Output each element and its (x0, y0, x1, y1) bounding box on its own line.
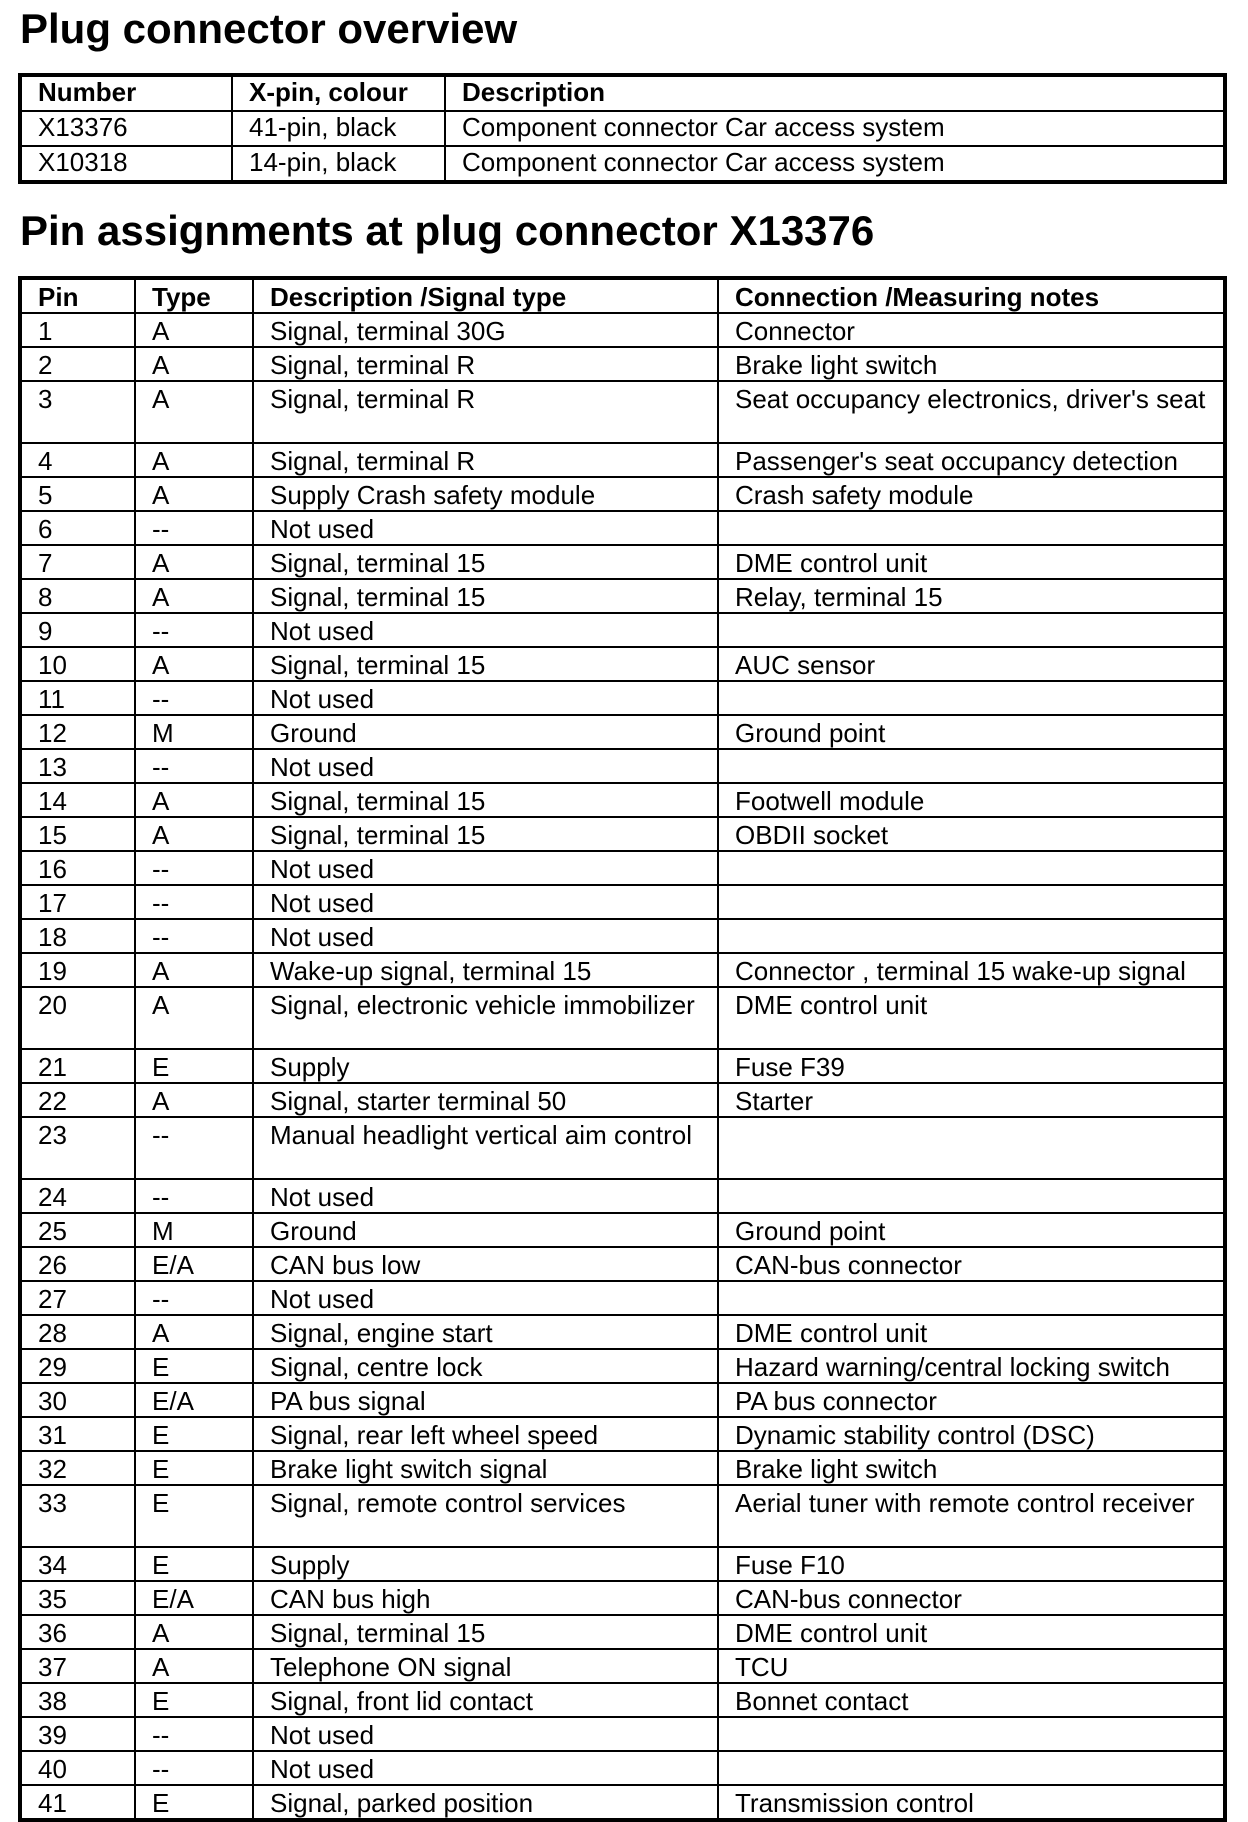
cell-pin: 27 (20, 1281, 135, 1315)
table-row (20, 545, 1225, 579)
cell-type: -- (135, 613, 253, 647)
cell-connection-notes (718, 613, 1225, 647)
cell-description: Component connector Car access system (445, 111, 1225, 146)
cell-pin: 20 (20, 987, 135, 1049)
table-row (20, 1451, 1225, 1485)
cell-signal-type: Not used (253, 1179, 718, 1213)
cell-pin: 29 (20, 1349, 135, 1383)
pins-title: Pin assignments at plug connector X13376 (20, 207, 875, 254)
cell-number: X13376 (20, 111, 232, 146)
cell-pin: 4 (20, 443, 135, 477)
cell-signal-type: Not used (253, 919, 718, 953)
cell-signal-type: Not used (253, 511, 718, 545)
cell-connection-notes: PA bus connector (718, 1383, 1225, 1417)
cell-type: E (135, 1485, 253, 1547)
cell-signal-type: Signal, parked position (253, 1785, 718, 1820)
cell-type: A (135, 987, 253, 1049)
cell-signal-type: Signal, front lid contact (253, 1683, 718, 1717)
cell-connection-notes (718, 919, 1225, 953)
cell-pin: 30 (20, 1383, 135, 1417)
cell-signal-type: Wake-up signal, terminal 15 (253, 953, 718, 987)
cell-signal-type: Not used (253, 613, 718, 647)
cell-pin: 12 (20, 715, 135, 749)
cell-type: E (135, 1049, 253, 1083)
cell-connection-notes: DME control unit (718, 545, 1225, 579)
cell-connection-notes: Footwell module (718, 783, 1225, 817)
table-row (20, 953, 1225, 987)
cell-signal-type: Signal, remote control services (253, 1485, 718, 1547)
cell-connection-notes: Starter (718, 1083, 1225, 1117)
table-row (20, 1417, 1225, 1451)
cell-type: E (135, 1451, 253, 1485)
cell-connection-notes: Crash safety module (718, 477, 1225, 511)
cell-connection-notes (718, 681, 1225, 715)
cell-type: -- (135, 681, 253, 715)
cell-type: E (135, 1785, 253, 1820)
cell-signal-type: Signal, starter terminal 50 (253, 1083, 718, 1117)
cell-connection-notes (718, 749, 1225, 783)
cell-pin: 38 (20, 1683, 135, 1717)
cell-type: -- (135, 1117, 253, 1179)
cell-signal-type: Signal, terminal 15 (253, 817, 718, 851)
cell-signal-type: Signal, terminal 15 (253, 647, 718, 681)
pin-assignment-table (18, 276, 1227, 1822)
cell-type: E (135, 1683, 253, 1717)
table-row (20, 1179, 1225, 1213)
cell-signal-type: CAN bus low (253, 1247, 718, 1281)
cell-pin: 24 (20, 1179, 135, 1213)
cell-pin: 33 (20, 1485, 135, 1547)
table-row (20, 313, 1225, 347)
cell-xpin-colour: 41-pin, black (232, 111, 445, 146)
cell-connection-notes: AUC sensor (718, 647, 1225, 681)
header-pin: Pin (20, 278, 135, 313)
cell-connection-notes: OBDII socket (718, 817, 1225, 851)
table-row (20, 783, 1225, 817)
cell-pin: 22 (20, 1083, 135, 1117)
cell-type: A (135, 1083, 253, 1117)
cell-signal-type: Signal, terminal R (253, 443, 718, 477)
table-row (20, 851, 1225, 885)
cell-pin: 8 (20, 579, 135, 613)
header-number: Number (20, 75, 232, 111)
table-row (20, 1547, 1225, 1581)
cell-connection-notes: Bonnet contact (718, 1683, 1225, 1717)
cell-type: A (135, 647, 253, 681)
cell-signal-type: Signal, engine start (253, 1315, 718, 1349)
cell-pin: 6 (20, 511, 135, 545)
table-row (20, 715, 1225, 749)
cell-connection-notes: DME control unit (718, 987, 1225, 1049)
cell-signal-type: Supply (253, 1049, 718, 1083)
cell-type: A (135, 443, 253, 477)
header-signal-type: Description /Signal type (253, 278, 718, 313)
cell-pin: 2 (20, 347, 135, 381)
table-row (20, 1649, 1225, 1683)
cell-connection-notes: DME control unit (718, 1615, 1225, 1649)
table-row (20, 1717, 1225, 1751)
cell-signal-type: Manual headlight vertical aim control (253, 1117, 718, 1179)
cell-connection-notes (718, 885, 1225, 919)
table-row (20, 1683, 1225, 1717)
cell-type: M (135, 715, 253, 749)
table-row (20, 381, 1225, 443)
cell-connection-notes (718, 851, 1225, 885)
table-row (20, 477, 1225, 511)
cell-signal-type: Signal, terminal 15 (253, 783, 718, 817)
table-row (20, 1349, 1225, 1383)
cell-connection-notes: Seat occupancy electronics, driver's seat (718, 381, 1225, 443)
cell-connection-notes: DME control unit (718, 1315, 1225, 1349)
cell-connection-notes (718, 1117, 1225, 1179)
cell-type: -- (135, 885, 253, 919)
cell-connection-notes (718, 1717, 1225, 1751)
cell-type: -- (135, 1751, 253, 1785)
cell-signal-type: Signal, terminal 15 (253, 579, 718, 613)
table-row (20, 749, 1225, 783)
cell-signal-type: Telephone ON signal (253, 1649, 718, 1683)
cell-connection-notes: Brake light switch (718, 347, 1225, 381)
overview-title: Plug connector overview (20, 5, 518, 52)
cell-pin: 11 (20, 681, 135, 715)
cell-pin: 41 (20, 1785, 135, 1820)
cell-pin: 15 (20, 817, 135, 851)
cell-pin: 32 (20, 1451, 135, 1485)
table-row (20, 1751, 1225, 1785)
cell-connection-notes: Ground point (718, 715, 1225, 749)
cell-connection-notes: Brake light switch (718, 1451, 1225, 1485)
table-row (20, 987, 1225, 1049)
cell-pin: 25 (20, 1213, 135, 1247)
cell-pin: 14 (20, 783, 135, 817)
cell-type: -- (135, 511, 253, 545)
cell-signal-type: Ground (253, 1213, 718, 1247)
overview-header-row (20, 75, 1225, 111)
cell-connection-notes: Fuse F39 (718, 1049, 1225, 1083)
table-row (20, 111, 1225, 146)
cell-signal-type: Not used (253, 1751, 718, 1785)
table-row (20, 1615, 1225, 1649)
table-row (20, 1049, 1225, 1083)
cell-pin: 19 (20, 953, 135, 987)
table-row (20, 817, 1225, 851)
cell-pin: 23 (20, 1117, 135, 1179)
cell-pin: 13 (20, 749, 135, 783)
cell-type: E (135, 1417, 253, 1451)
cell-connection-notes (718, 1179, 1225, 1213)
cell-signal-type: Signal, terminal R (253, 347, 718, 381)
header-connection-notes: Connection /Measuring notes (718, 278, 1225, 313)
table-row (20, 1213, 1225, 1247)
cell-pin: 3 (20, 381, 135, 443)
cell-connection-notes: Transmission control (718, 1785, 1225, 1820)
cell-signal-type: Signal, centre lock (253, 1349, 718, 1383)
cell-signal-type: Signal, electronic vehicle immobilizer (253, 987, 718, 1049)
cell-type: E (135, 1547, 253, 1581)
cell-type: A (135, 477, 253, 511)
table-row (20, 1281, 1225, 1315)
overview-table (18, 73, 1227, 184)
cell-type: A (135, 313, 253, 347)
cell-type: A (135, 347, 253, 381)
table-row (20, 919, 1225, 953)
cell-pin: 17 (20, 885, 135, 919)
cell-pin: 18 (20, 919, 135, 953)
cell-signal-type: Signal, terminal 30G (253, 313, 718, 347)
cell-type: A (135, 783, 253, 817)
cell-connection-notes: Connector (718, 313, 1225, 347)
cell-description: Component connector Car access system (445, 146, 1225, 182)
table-row (20, 1247, 1225, 1281)
table-row (20, 1581, 1225, 1615)
table-row (20, 1485, 1225, 1547)
cell-connection-notes: Dynamic stability control (DSC) (718, 1417, 1225, 1451)
cell-type: E/A (135, 1581, 253, 1615)
cell-type: A (135, 1649, 253, 1683)
cell-signal-type: Signal, rear left wheel speed (253, 1417, 718, 1451)
cell-xpin-colour: 14-pin, black (232, 146, 445, 182)
cell-signal-type: Brake light switch signal (253, 1451, 718, 1485)
table-row (20, 1117, 1225, 1179)
cell-type: -- (135, 749, 253, 783)
cell-type: E/A (135, 1247, 253, 1281)
table-row (20, 1083, 1225, 1117)
cell-pin: 9 (20, 613, 135, 647)
cell-pin: 35 (20, 1581, 135, 1615)
cell-signal-type: Signal, terminal 15 (253, 545, 718, 579)
cell-pin: 28 (20, 1315, 135, 1349)
cell-type: A (135, 579, 253, 613)
cell-connection-notes: TCU (718, 1649, 1225, 1683)
cell-pin: 34 (20, 1547, 135, 1581)
cell-connection-notes (718, 1281, 1225, 1315)
cell-pin: 36 (20, 1615, 135, 1649)
table-row (20, 885, 1225, 919)
cell-connection-notes: Relay, terminal 15 (718, 579, 1225, 613)
cell-type: -- (135, 1281, 253, 1315)
table-row (20, 443, 1225, 477)
pins-header-row (20, 278, 1225, 313)
cell-type: A (135, 545, 253, 579)
cell-signal-type: Supply (253, 1547, 718, 1581)
cell-connection-notes: Fuse F10 (718, 1547, 1225, 1581)
cell-pin: 21 (20, 1049, 135, 1083)
cell-signal-type: Not used (253, 749, 718, 783)
cell-pin: 16 (20, 851, 135, 885)
cell-pin: 40 (20, 1751, 135, 1785)
cell-number: X10318 (20, 146, 232, 182)
header-type: Type (135, 278, 253, 313)
cell-type: A (135, 953, 253, 987)
cell-type: -- (135, 1179, 253, 1213)
cell-signal-type: Signal, terminal R (253, 381, 718, 443)
cell-pin: 10 (20, 647, 135, 681)
cell-connection-notes: Passenger's seat occupancy detection (718, 443, 1225, 477)
cell-pin: 7 (20, 545, 135, 579)
cell-connection-notes: Aerial tuner with remote control receiver (718, 1485, 1225, 1547)
table-row (20, 1785, 1225, 1820)
cell-type: -- (135, 1717, 253, 1751)
table-row (20, 511, 1225, 545)
cell-signal-type: Not used (253, 851, 718, 885)
cell-type: A (135, 381, 253, 443)
cell-pin: 31 (20, 1417, 135, 1451)
table-row (20, 647, 1225, 681)
table-row (20, 1383, 1225, 1417)
cell-connection-notes: Ground point (718, 1213, 1225, 1247)
cell-type: E/A (135, 1383, 253, 1417)
cell-signal-type: PA bus signal (253, 1383, 718, 1417)
cell-type: E (135, 1349, 253, 1383)
cell-signal-type: Ground (253, 715, 718, 749)
table-row (20, 347, 1225, 381)
cell-pin: 37 (20, 1649, 135, 1683)
cell-type: -- (135, 851, 253, 885)
cell-signal-type: Supply Crash safety module (253, 477, 718, 511)
cell-connection-notes: Hazard warning/central locking switch (718, 1349, 1225, 1383)
cell-connection-notes: CAN-bus connector (718, 1247, 1225, 1281)
table-row (20, 146, 1225, 182)
header-xpin-colour: X-pin, colour (232, 75, 445, 111)
cell-type: -- (135, 919, 253, 953)
cell-connection-notes: CAN-bus connector (718, 1581, 1225, 1615)
cell-pin: 5 (20, 477, 135, 511)
cell-signal-type: Not used (253, 1281, 718, 1315)
cell-signal-type: CAN bus high (253, 1581, 718, 1615)
cell-type: A (135, 817, 253, 851)
cell-pin: 39 (20, 1717, 135, 1751)
table-row (20, 613, 1225, 647)
cell-signal-type: Not used (253, 1717, 718, 1751)
cell-signal-type: Not used (253, 885, 718, 919)
cell-signal-type: Signal, terminal 15 (253, 1615, 718, 1649)
header-description: Description (445, 75, 1225, 111)
cell-connection-notes (718, 1751, 1225, 1785)
cell-pin: 1 (20, 313, 135, 347)
cell-connection-notes: Connector , terminal 15 wake-up signal (718, 953, 1225, 987)
cell-type: M (135, 1213, 253, 1247)
cell-type: A (135, 1615, 253, 1649)
table-row (20, 1315, 1225, 1349)
table-row (20, 579, 1225, 613)
cell-connection-notes (718, 511, 1225, 545)
cell-pin: 26 (20, 1247, 135, 1281)
table-row (20, 681, 1225, 715)
cell-type: A (135, 1315, 253, 1349)
cell-signal-type: Not used (253, 681, 718, 715)
